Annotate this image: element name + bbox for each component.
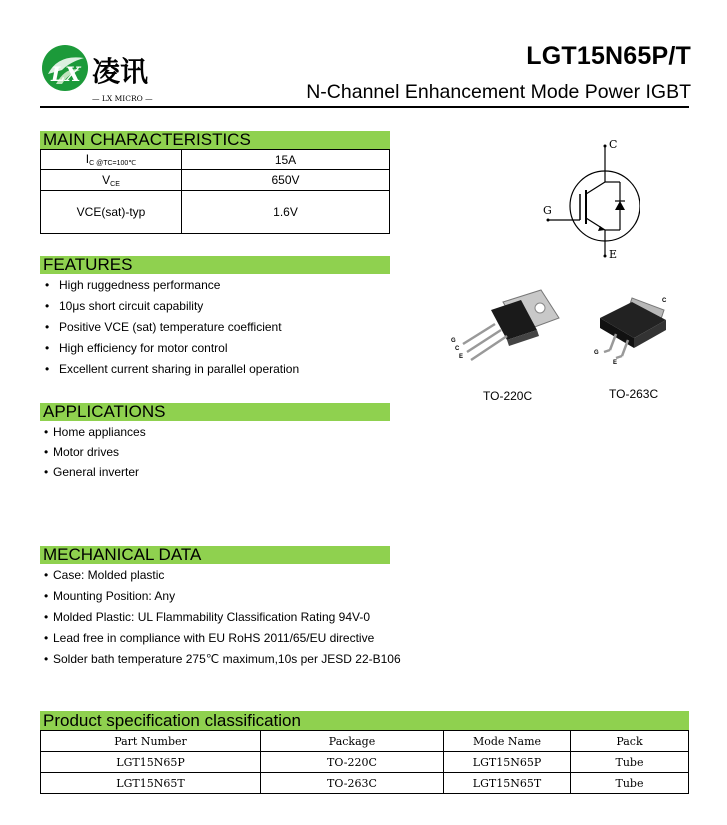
to220-pin-c: C <box>455 346 460 352</box>
list-item: • Mounting Position: Any <box>44 589 176 603</box>
table-row <box>41 191 390 234</box>
table-header-row <box>41 731 689 752</box>
table-cell: LGT15N65P <box>41 752 261 773</box>
list-item: • General inverter <box>44 465 140 479</box>
emitter-label: E <box>609 248 618 261</box>
to220-label: TO-220C <box>483 389 533 403</box>
collector-label: C <box>609 138 618 151</box>
table-cell: TO-263C <box>261 773 444 794</box>
main-characteristics-heading: MAIN CHARACTERISTICS <box>40 131 390 149</box>
main-characteristics-table <box>40 149 390 234</box>
applications-heading: APPLICATIONS <box>40 403 390 421</box>
table-cell: LGT15N65T <box>41 773 261 794</box>
header-divider <box>40 106 689 108</box>
to220-pin-e: E <box>459 354 464 360</box>
table-row <box>41 752 689 773</box>
to263-pin-c: C <box>662 298 667 304</box>
list-item: • Case: Molded plastic <box>44 568 165 582</box>
mechanical-data-heading: MECHANICAL DATA <box>40 546 390 564</box>
to220-package-image <box>445 288 565 373</box>
table-cell: LGT15N65T <box>444 773 571 794</box>
table-cell: LGT15N65P <box>444 752 571 773</box>
features-heading: FEATURES <box>40 256 390 274</box>
table-row <box>41 773 689 794</box>
table-cell: Tube <box>571 752 689 773</box>
to263-label: TO-263C <box>609 387 659 401</box>
column-header: Pack <box>571 731 689 752</box>
applications-list <box>44 425 146 485</box>
table-row <box>41 150 390 170</box>
list-item: • 10μs short circuit capability <box>45 299 204 313</box>
to263-pin-e: E <box>613 360 618 366</box>
value-cell: 650V <box>182 170 390 191</box>
list-item: • High efficiency for motor control <box>45 341 228 355</box>
list-item: • Solder bath temperature 275℃ maximum,10s per JESD 22-B106 <box>44 652 401 666</box>
list-item: • Excellent current sharing in parallel operation <box>45 362 300 376</box>
list-item: • Lead free in compliance with EU RoHS 2011/65/EU directive <box>44 631 375 645</box>
list-item: • Positive VCE (sat) temperature coefficient <box>45 320 282 334</box>
list-item: • High ruggedness performance <box>45 278 221 292</box>
list-item: • Home appliances <box>44 425 146 439</box>
to263-pin-g: G <box>594 350 599 356</box>
list-item: • Motor drives <box>44 445 120 459</box>
column-header: Mode Name <box>444 731 571 752</box>
column-header: Package <box>261 731 444 752</box>
list-item: • Molded Plastic: UL Flammability Classification Rating 94V-0 <box>44 610 371 624</box>
param-cell: $I_{C @TC=100℃}$ <box>41 150 182 170</box>
device-subtitle: N-Channel Enhancement Mode Power IGBT <box>306 81 691 103</box>
to220-pin-g: G <box>451 338 456 344</box>
table-row <box>41 170 390 191</box>
features-list <box>45 278 299 383</box>
gate-label: G <box>543 204 552 217</box>
column-header: Part Number <box>41 731 261 752</box>
value-cell: 15A <box>182 150 390 170</box>
part-number-title: LGT15N65P/T <box>526 42 691 70</box>
igbt-schematic-symbol <box>540 138 640 263</box>
table-cell: Tube <box>571 773 689 794</box>
logo-english-text: — LX MICRO — <box>92 94 153 103</box>
value-cell: 1.6V <box>182 191 390 234</box>
mechanical-data-list <box>44 568 401 673</box>
param-cell: $V_{CE}$ <box>41 170 182 191</box>
to263-package-image <box>588 292 678 370</box>
table-cell: TO-220C <box>261 752 444 773</box>
company-logo <box>40 40 175 110</box>
product-spec-table <box>40 730 689 794</box>
product-spec-heading: Product specification classification <box>40 711 689 730</box>
svg-text:LX: LX <box>51 62 81 86</box>
param-cell: VCE(sat)-typ <box>41 191 182 234</box>
logo-chinese-text: 凌讯 <box>92 55 149 88</box>
